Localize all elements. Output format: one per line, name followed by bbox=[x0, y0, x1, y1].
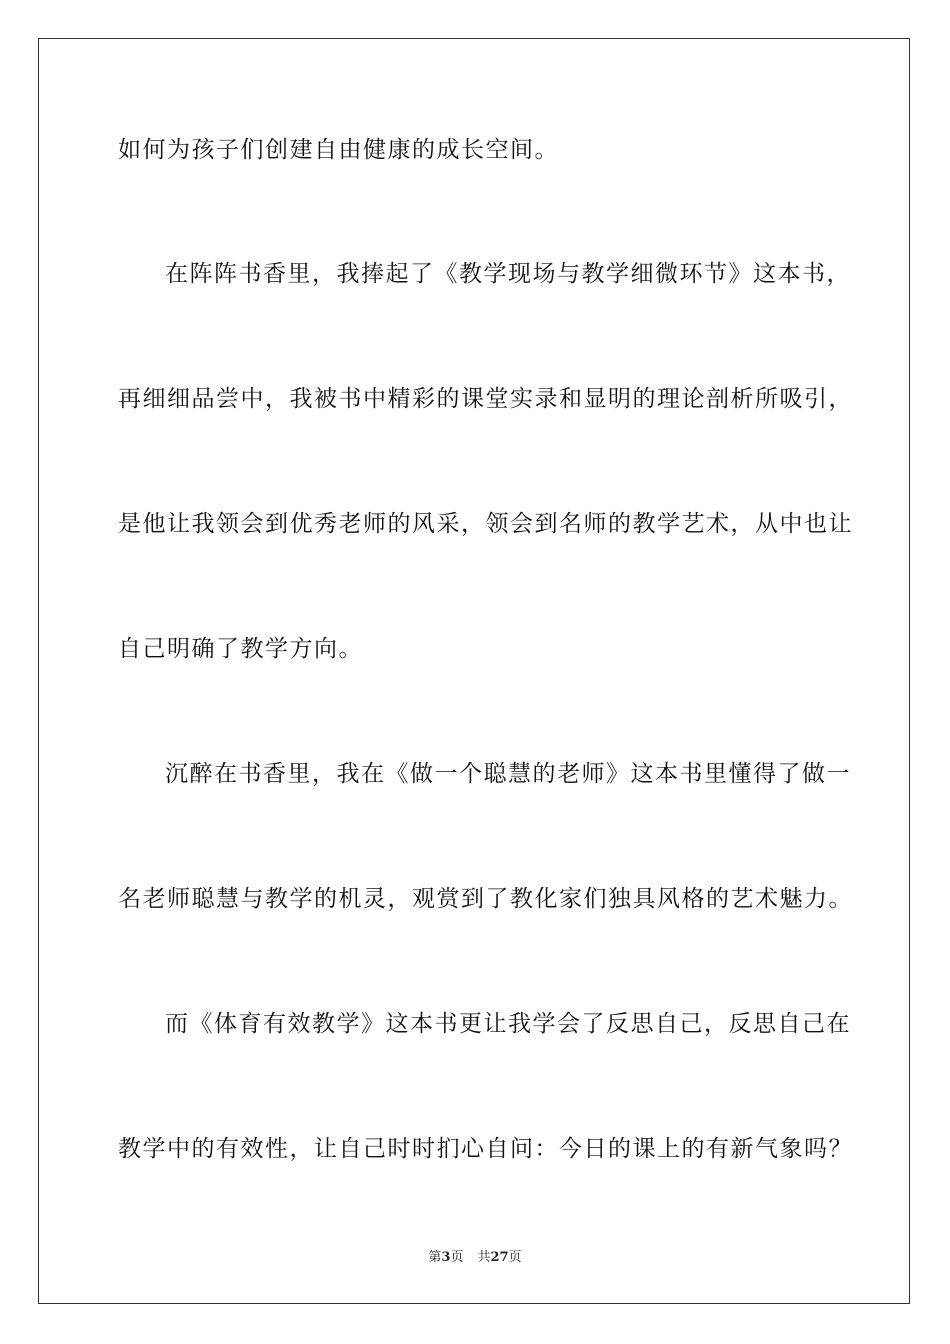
footer-total-pages: 27 bbox=[490, 1250, 509, 1265]
text-line-8: 而《体育有效教学》这本书更让我学会了反思自己，反思自己在 bbox=[165, 1011, 851, 1037]
text-line-3: 再细细品尝中，我被书中精彩的课堂实录和显明的理论剖析所吸引， bbox=[118, 386, 853, 412]
text-line-1: 如何为孩子们创建自由健康的成长空间。 bbox=[118, 137, 559, 163]
text-line-2: 在阵阵书香里，我捧起了《教学现场与教学细微环节》这本书， bbox=[165, 261, 851, 287]
text-line-6: 沉醉在书香里，我在《做一个聪慧的老师》这本书里懂得了做一 bbox=[165, 761, 851, 787]
footer-page-prefix: 第 bbox=[428, 1250, 442, 1265]
footer-page-suffix: 页 bbox=[450, 1250, 464, 1265]
text-line-9: 教学中的有效性，让自己时时扪心自问：今日的课上的有新气象吗？ bbox=[118, 1136, 853, 1162]
footer-total-prefix: 共 bbox=[477, 1250, 491, 1265]
text-line-7: 名老师聪慧与教学的机灵，观赏到了教化家们独具风格的艺术魅力。 bbox=[118, 886, 853, 912]
footer-page-number: 3 bbox=[441, 1250, 451, 1265]
page-footer bbox=[0, 1246, 950, 1265]
text-line-5: 自己明确了教学方向。 bbox=[118, 636, 363, 662]
footer-total-suffix: 页 bbox=[508, 1250, 522, 1265]
page-border bbox=[38, 38, 910, 1304]
text-line-4: 是他让我领会到优秀老师的风采，领会到名师的教学艺术，从中也让 bbox=[118, 511, 853, 537]
